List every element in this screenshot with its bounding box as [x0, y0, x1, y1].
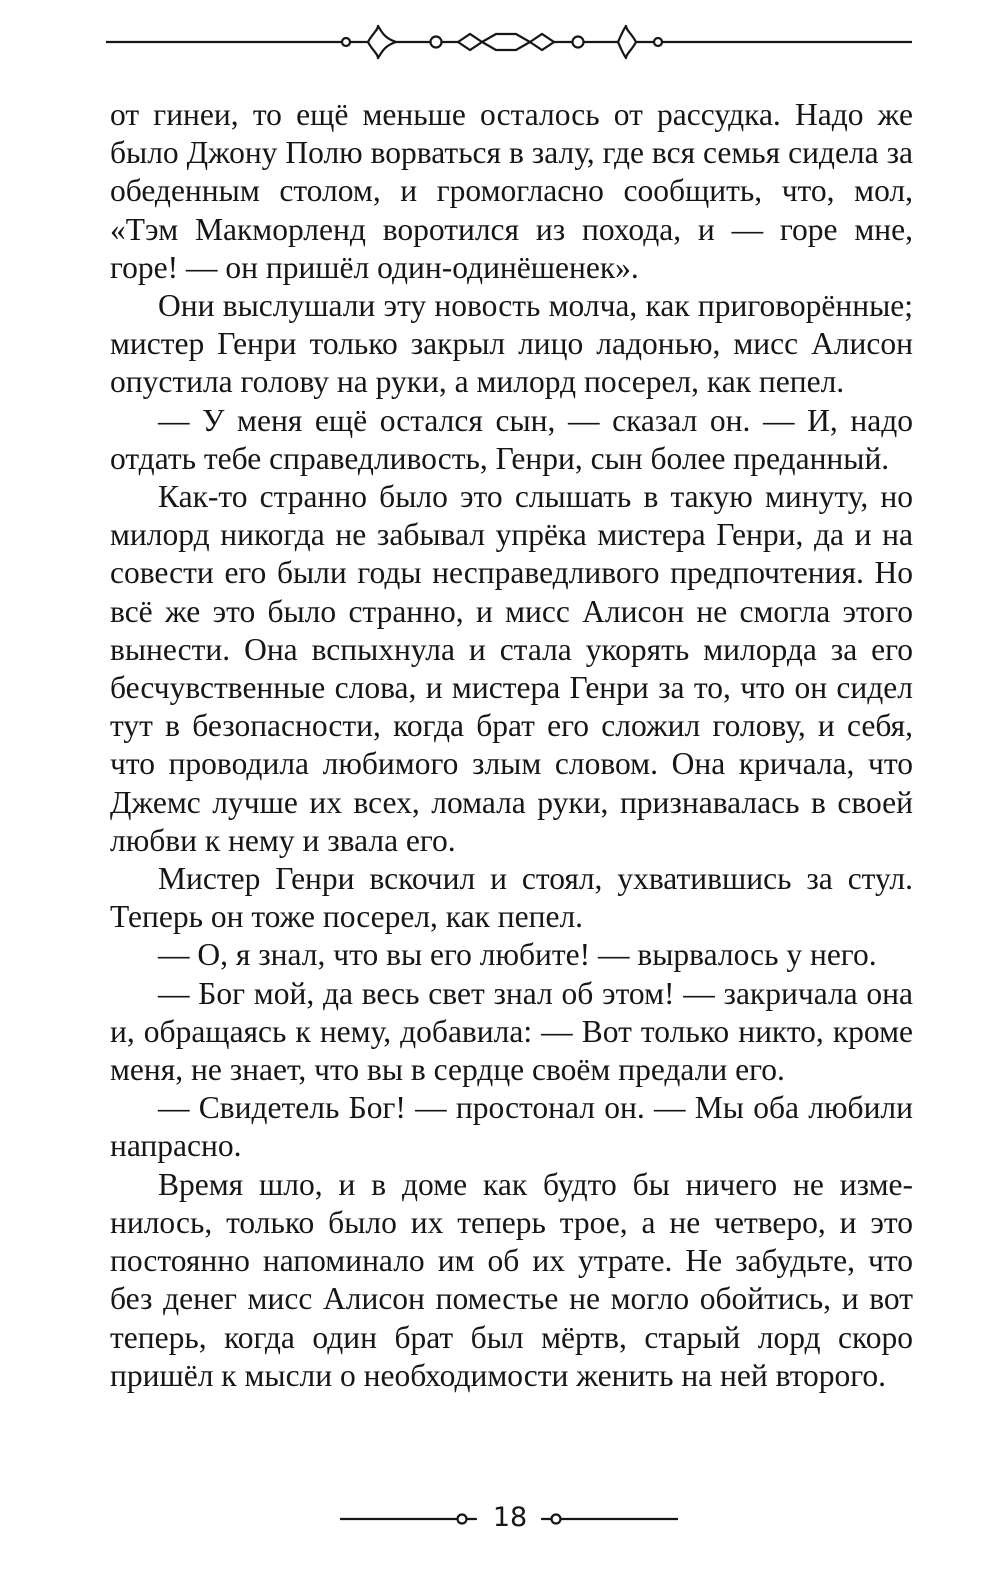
paragraph: — У меня ещё остался сын, — сказал он. — И, надо отдать тебе справедливость, Генри, сын более преданный.: [110, 402, 913, 476]
paragraph: — Свидетель Бог! — простонал он. — Мы оба любили напрасно.: [110, 1090, 913, 1164]
paragraph: — О, я знал, что вы его любите! — вырвалось у него.: [158, 937, 877, 973]
page-footer: [0, 1497, 1000, 1541]
header-ornament: [106, 22, 912, 62]
paragraph: Мистер Генри вскочил и стоял, ухватившись за стул. Теперь он тоже посерел, как пепел.: [110, 861, 913, 935]
paragraph: Они выслушали эту новость молча, как приговорённые; мистер Генри только закрыл лицо ладонью, мисс Алисон опустила голову на руки, а милорд посерел, как пепел.: [110, 288, 913, 400]
footer-ornament-left: [340, 1497, 480, 1541]
paragraph: от гинеи, то ещё меньше осталось от рассудка. Надо же было Джону Полю ворваться в залу, где вся семья сидела за обеденным столом, и громогласно сообщить, что, мол, «Тэм Макморленд воротился из похода, и — горе мне, горе! — он пришёл один-одинёшенек».: [110, 97, 913, 285]
footer-ornament-right: [538, 1497, 678, 1541]
paragraph: — Бог мой, да весь свет знал об этом! — закричала она и, обращаясь к нему, добавила: — Вот только никто, кроме меня, не знает, что вы в сердце своём предали его.: [110, 975, 913, 1088]
paragraph: Как-то странно было это слышать в такую минуту, но милорд никогда не забывал упрёка мистера Генри, да и на совести его были годы несправедливого предпочтения. Но всё же это было странно, и мисс Алисон не смогла этого вынести. Она вспыхнула и стала укорять милорда за его бесчувственные слова, и мистера Генри за то, что он сидел тут в безопасности, когда брат его сложил голову, и себя, что проводила любимого злым словом. Она кричала, что Джемс лучше их всех, ломала руки, признавалась в своей любви к нему и звала его.: [110, 479, 913, 858]
paragraph: Время шло, и в доме как будто бы ничего не изменилось, только было их теперь трое, а не четверо, и это постоянно напоминало им об их утрате. Не забудьте, что без денег мисс Алисон поместье не могло обойтись, и вот теперь, когда один брат был мёртв, старый лорд скоро пришёл к мысли о необходимости женить на ней второго.: [110, 1166, 913, 1393]
body-text: [110, 96, 913, 1395]
page-number: 18: [492, 1502, 528, 1533]
